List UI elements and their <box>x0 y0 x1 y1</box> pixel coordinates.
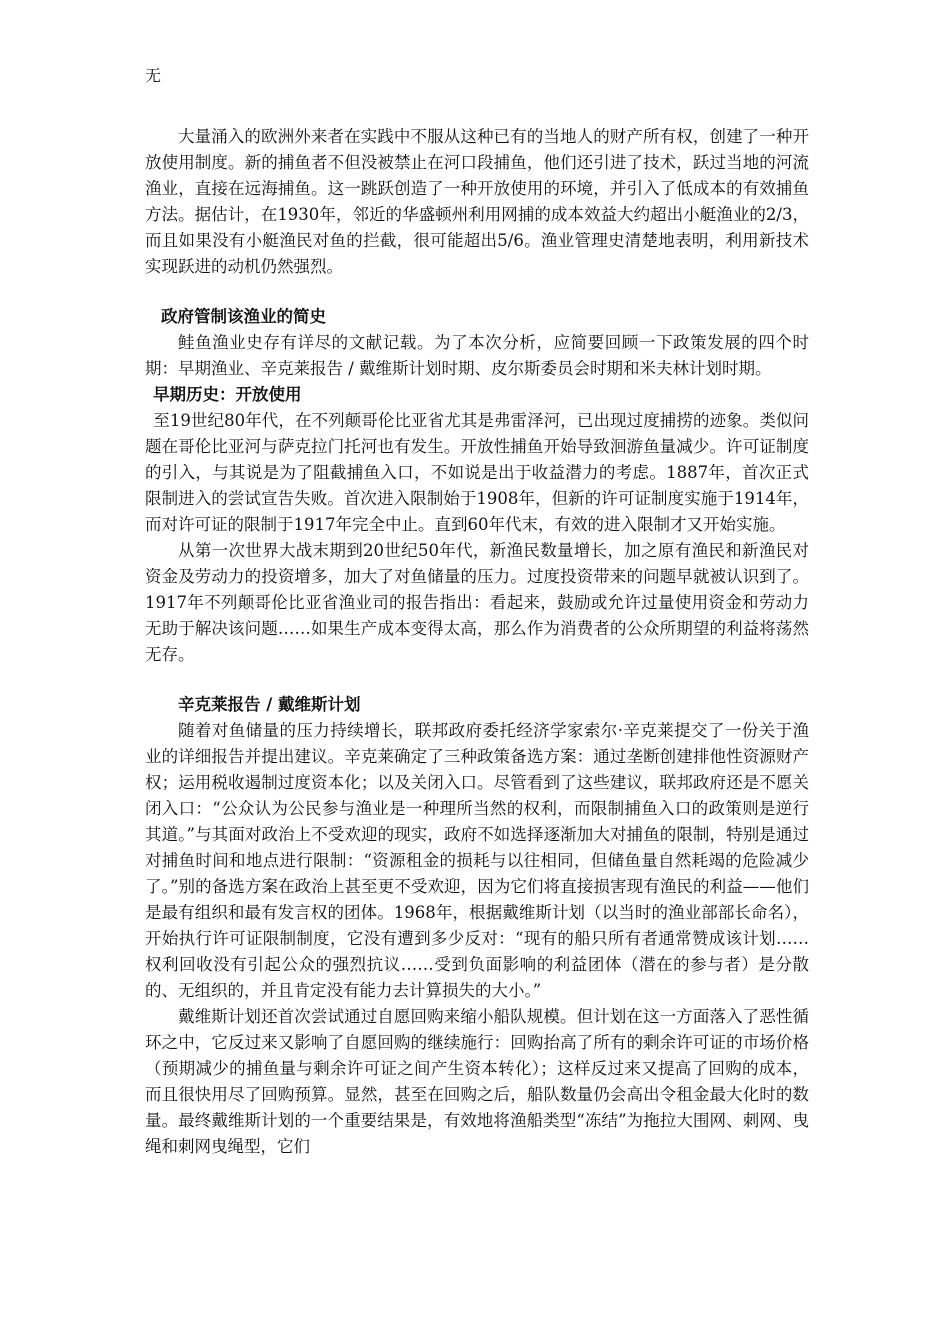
sinclair-paragraph-2: 戴维斯计划还首次尝试通过自愿回购来缩小船队规模。但计划在这一方面落入了恶性循环之中，它反过来又影响了自愿回购的继续施行：回购抬高了所有的剩余许可证的市场价格（预期减少的捕鱼量与剩余许可证之间产生资本转化）；这样反过来又提高了回购的成本，而且很快用尽了回购预算。显然，甚至在回购之后，船队数量仍会高出令租金最大化时的数量。最终戴维斯计划的一个重要结果是，有效地将渔船类型“冻结”为拖拉大围网、刺网、曳绳和刺网曳绳型，它们 <box>145 1007 809 1156</box>
early-history-paragraph-1: 至19世纪80年代，在不列颠哥伦比亚省尤其是弗雷泽河，已出现过度捕捞的迹象。类似问题在哥伦比亚河与萨克拉门托河也有发生。开放性捕鱼开始导致洄游鱼量减少。许可证制度的引入，与其说是为了阻截捕鱼入口，不如说是出于收益潜力的考虑。1887年，首次正式限制进入的尝试宣告失败。首次进入限制始于1908年，但新的许可证制度实施于1914年，而对许可证的限制于1917年完全中止。直到60年代末，有效的进入限制才又开始实施。 <box>145 411 809 534</box>
document-body <box>145 124 809 1160</box>
sinclair-paragraph-1: 随着对鱼储量的压力持续增长，联邦政府委托经济学家索尔·辛克莱提交了一份关于渔业的详细报告并提出建议。辛克莱确定了三种政策备选方案：通过垄断创建排他性资源财产权；运用税收遏制过度资本化；以及关闭入口。尽管看到了这些建议，联邦政府还是不愿关闭入口：“公众认为公民参与渔业是一种理所当然的权利，而限制捕鱼入口的政策则是逆行其道。”与其面对政治上不受欢迎的现实，政府不如选择逐渐加大对捕鱼的限制，特别是通过对捕鱼时间和地点进行限制：“资源租金的损耗与以往相同，但储鱼量自然耗竭的危险减少了。”别的备选方案在政治上甚至更不受欢迎，因为它们将直接损害现有渔民的利益——他们是最有组织和最有发言权的团体。1968年，根据戴维斯计划（以当时的渔业部部长命名），开始执行许可证限制制度，它没有遭到多少反对：“现有的船只所有者通常赞成该计划……权利回收没有引起公众的强烈抗议……受到负面影响的利益团体（潜在的参与者）是分散的、无组织的，并且肯定没有能力去计算损失的大小。” <box>145 721 809 1000</box>
history-heading: 政府管制该渔业的简史 <box>161 307 326 326</box>
early-history-heading: 早期历史：开放使用 <box>153 385 302 404</box>
section-spacer <box>145 280 809 304</box>
intro-paragraph: 大量涌入的欧洲外来者在实践中不服从这种已有的当地人的财产所有权，创建了一种开放使用制度。新的捕鱼者不但没被禁止在河口段捕鱼，他们还引进了技术，跃过当地的河流渔业，直接在远海捕鱼。这一跳跃创造了一种开放使用的环境，并引入了低成本的有效捕鱼方法。据估计，在1930年，邻近的华盛顿州利用网捕的成本效益大约超出小艇渔业的2/3，而且如果没有小艇渔民对鱼的拦截，很可能超出5/6。渔业管理史清楚地表明，利用新技术实现跃进的动机仍然强烈。 <box>145 127 809 276</box>
early-history-paragraph-2: 从第一次世界大战末期到20世纪50年代，新渔民数量增长，加之原有渔民和新渔民对资金及劳动力的投资增多，加大了对鱼储量的压力。过度投资带来的问题早就被认识到了。1917年不列颠哥伦比亚省渔业司的报告指出：看起来，鼓励或允许过量使用资金和劳动力无助于解决该问题……如果生产成本变得太高，那么作为消费者的公众所期望的利益将荡然无存。 <box>145 541 809 664</box>
page-header: 无 <box>145 66 162 85</box>
history-paragraph: 鲑鱼渔业史存有详尽的文献记载。为了本次分析，应简要回顾一下政策发展的四个时期：早期渔业、辛克莱报告 / 戴维斯计划时期、皮尔斯委员会时期和米夫林计划时期。 <box>145 333 809 378</box>
section-spacer <box>145 668 809 692</box>
sinclair-heading: 辛克莱报告 / 戴维斯计划 <box>178 695 361 714</box>
